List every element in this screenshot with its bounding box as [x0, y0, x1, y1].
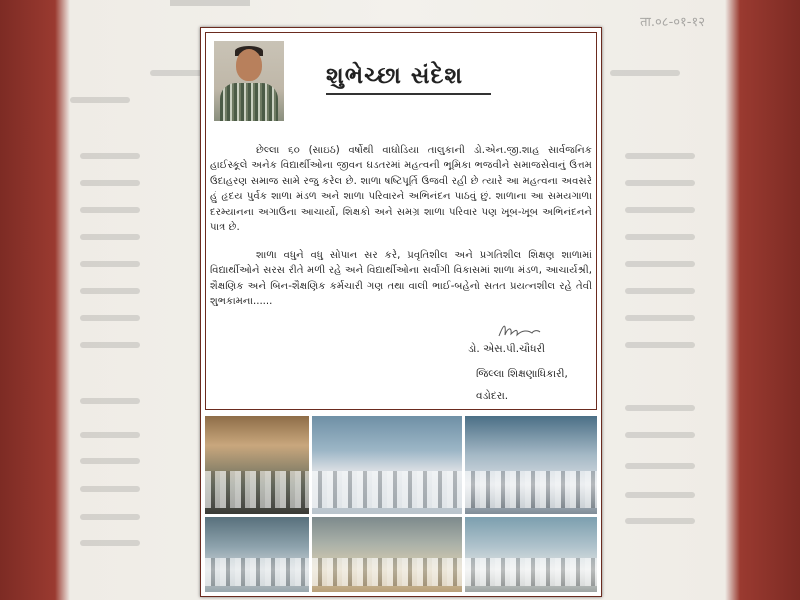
message-paragraph-1: છેલ્લા ૬૦ (સાઇઠ) વર્ષોથી વાઘોડિયા તાલુકાની ડો.એન.જી.શાહ સાર્વજનિક હાઈસ્કૂલે અનેક વિદ્યાર્થીઓના જીવન ઘડતરમાં મહત્વની ભૂમિકા ભજવીને સમાજસેવાનું ઉત્તમ ઉદાહરણ સમાજ સામે રજુ કરેલ છે. શાળા ષષ્ટિપૂર્તિ ઉજવી રહી છે ત્યારે આ મહત્વના અવસરે હું હૃદય પુર્વક શાળા મંડળ અને શાળા પરિવારને અભિનંદન પાઠવું છું. શાળાના આ સમયગાળા દરમ્યાનના અગાઉના આચાર્યો, શિક્ષકો અને સમગ્ર શાળા પરિવાર પણ ખૂબ-ખૂબ અભિનંદનને પાત્ર છે. [210, 145, 592, 234]
photo-lab-activity [205, 416, 309, 514]
signatory-name: ડો. એસ.પી.ચૌધરી [468, 343, 545, 355]
message-paragraph-2: શાળા વધુને વધુ સોપાન સર કરે, પ્રવૃતિશીલ અને પ્રગતિશીલ શિક્ષણ શાળામાં વિદ્યાર્થીઓને સરસ રીતે મળી રહે અને વિદ્યાર્થીઓના સર્વાંગી વિકાસમાં શાળા મંડળ, આચાર્યશ્રી, શૈક્ષણિક અને બિન-શૈક્ષણિક કર્મચારી ગણ તથા વાલી ભાઈ-બહેનો સતત પ્રયત્નશીલ રહે તેવી શુભકામના...... [210, 250, 592, 308]
background-date: ता.०८-०१-१२ [640, 15, 705, 30]
school-photo-collage [205, 416, 597, 592]
title-underline [326, 93, 491, 95]
photo-students-group [205, 517, 309, 592]
photo-stage-event [312, 517, 462, 592]
greeting-message-card [200, 27, 602, 597]
photo-classroom [465, 416, 597, 514]
signatory-place: વડોદરા. [476, 390, 509, 402]
photo-students-hall [312, 416, 462, 514]
photo-study-hall [465, 517, 597, 592]
message-title: શુભેચ્છા સંદેશ [326, 63, 464, 89]
message-panel [205, 32, 597, 410]
signatory-photo [214, 41, 284, 121]
signatory-designation: જિલ્લા શિક્ષણાધિકારી, [476, 368, 568, 380]
signature-icon [496, 321, 542, 341]
